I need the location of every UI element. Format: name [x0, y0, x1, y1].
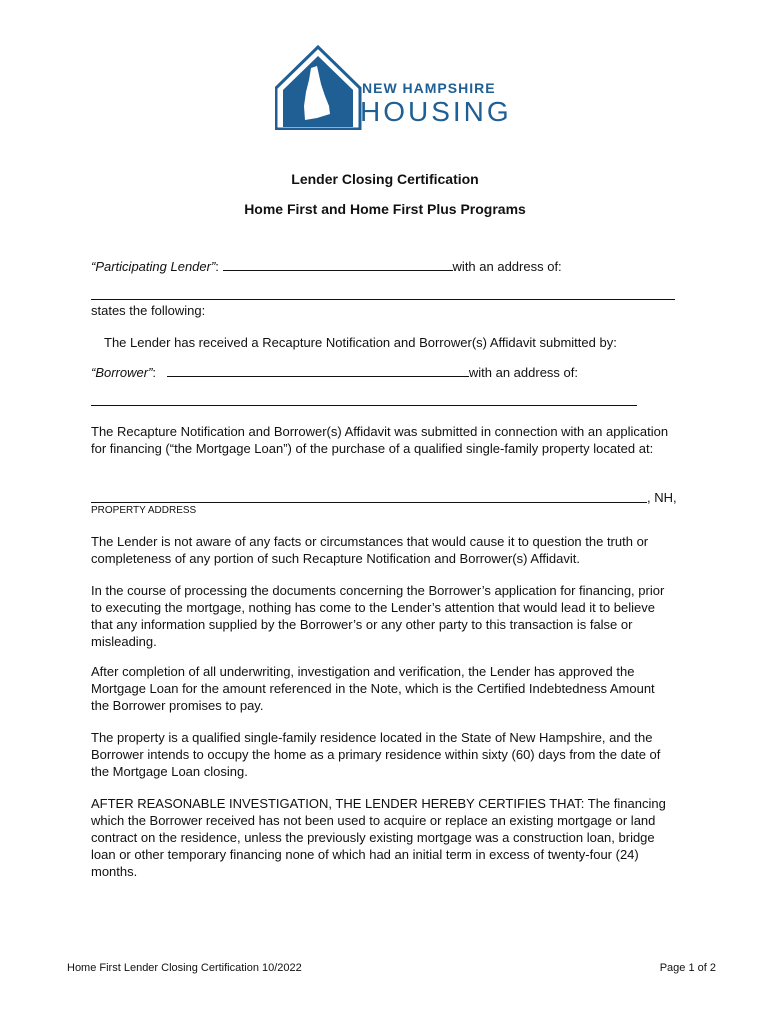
participating-lender-line: “Participating Lender”: with an address of: [91, 259, 562, 274]
borrower-address-blank[interactable] [91, 405, 637, 406]
paragraph-certifies: AFTER REASONABLE INVESTIGATION, THE LENDER HEREBY CERTIFIES THAT: The financing which the Borrower received has not been used to acquire or replace an existing mortgage or land contract on the residence, unless the previously existing mortgage was a construction loan, bridge loan or other temporary financing none of which had an initial term in excess of twenty-four (24) months. [91, 796, 666, 879]
paragraph-not-aware: The Lender is not aware of any facts or circumstances that would cause it to question the truth or completeness of any portion of such Recapture Notification and Borrower(s) Affidavit. [91, 534, 649, 566]
logo-text-new-hampshire: NEW HAMPSHIRE [362, 80, 496, 96]
borrower-blank[interactable] [167, 363, 469, 377]
participating-lender-blank[interactable] [223, 257, 453, 271]
document-subtitle: Home First and Home First Plus Programs [244, 201, 526, 217]
logo-text-housing: HOUSING [360, 96, 512, 127]
states-following: states the following: [91, 303, 206, 318]
document-title: Lender Closing Certification [291, 171, 479, 187]
paragraph-processing: In the course of processing the documents concerning the Borrower’s application for financing, prior to executing the mortgage, nothing has come to the Lender’s attention that would lead it to believe that any information supplied by the Borrower’s or any other party to this transaction is false or misleading. [91, 583, 665, 649]
lender-address-blank[interactable] [91, 299, 675, 300]
paragraph-underwriting: After completion of all underwriting, investigation and verification, the Lender has approved the Mortgage Loan for the amount referenced in the Note, which is the Certified Indebtedness Amount the Borrower promises to pay. [91, 664, 655, 713]
participating-lender-label: “Participating Lender” [91, 259, 216, 274]
received-by-line: The Lender has received a Recapture Notification and Borrower(s) Affidavit submitted by: [104, 335, 617, 350]
property-address-label: PROPERTY ADDRESS [91, 505, 197, 516]
participating-lender-suffix: with an address of: [452, 259, 562, 274]
property-address-blank[interactable] [91, 502, 647, 503]
footer-document-name: Home First Lender Closing Certification 10/2022 [67, 962, 302, 974]
recapture-paragraph: The Recapture Notification and Borrower(s) Affidavit was submitted in connection with an application for financing (“the Mortgage Loan”) of the purchase of a qualified single-family property located at: [91, 424, 669, 456]
footer-page-number: Page 1 of 2 [659, 962, 716, 974]
borrower-label: “Borrower” [91, 365, 153, 380]
borrower-line: “Borrower”: with an address of: [91, 365, 578, 380]
borrower-suffix: with an address of: [468, 365, 578, 380]
property-nh-suffix: , NH, [647, 490, 677, 505]
paragraph-residence: The property is a qualified single-family residence located in the State of New Hampshire, and the Borrower intends to occupy the home as a primary residence within sixty (60) days from the date of the Mortgage Loan closing. [91, 730, 661, 779]
